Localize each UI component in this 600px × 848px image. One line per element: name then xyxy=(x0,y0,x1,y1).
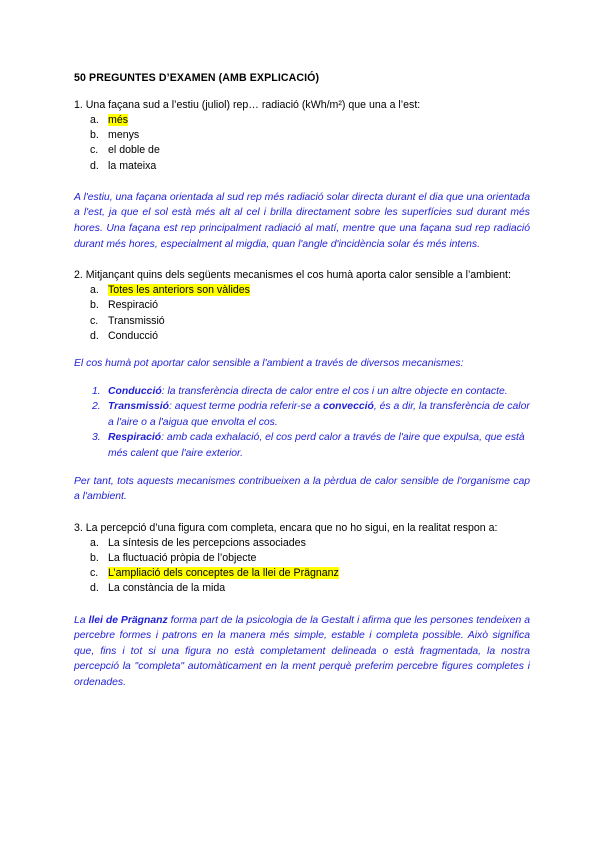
question-2-explanation-intro: El cos humà pot aportar calor sensible a l'ambient a través de diversos mecanismes: xyxy=(74,358,464,369)
list-item: b. menys xyxy=(90,129,140,142)
list-item: a. més xyxy=(90,114,129,126)
list-item: c. el doble de xyxy=(90,144,160,157)
question-1-explanation: A l'estiu, una façana orientada al sud rep més radiació solar directa durant el dia que una orientada a l'est, ja que el sol està més alt al cel i brilla directament sobre les superfícies sud durant més hores. Una façana est rep principalment radiació al matí, mentre que una façana sud rep radiació durant més hores, especialment al migdia, quan l'angle d'incidència solar és més intens. xyxy=(74,191,530,250)
list-item: c. L’ampliació dels conceptes de la llei de Prägnanz xyxy=(90,567,339,580)
correct-answer: Totes les anteriors son vàlides xyxy=(108,284,250,297)
list-item: d. la mateixa xyxy=(90,159,157,172)
question-2-explanation-conclusion: Per tant, tots aquests mecanismes contribueixen a la pèrdua de calor sensible de l'organisme cap a l'ambient. xyxy=(74,475,530,503)
list-item: d. La constància de la mida xyxy=(90,582,226,595)
question-3-options xyxy=(74,536,530,597)
correct-answer: més xyxy=(108,114,129,126)
list-item: b. La fluctuació pròpia de l’objecte xyxy=(90,551,257,564)
list-item: a. Totes les anteriors son vàlides xyxy=(90,284,250,297)
list-item: 1. Conducció: la transferència directa de calor entre el cos i un altre objecte en contacte. xyxy=(92,385,508,397)
list-item: b. Respiració xyxy=(90,299,159,312)
question-2-mechanism-list xyxy=(74,384,530,462)
list-item: d. Conducció xyxy=(90,329,159,342)
question-3: 3. La percepció d’una figura com completa, encara que no ho sigui, en la realitat respon a: xyxy=(74,521,498,534)
question-2-options xyxy=(74,283,530,344)
list-item: 2. Transmissió: aquest terme podria referir-se a convecció, és a dir, la transferència de calor a l'aire o a l'aigua que envolta el cos. xyxy=(92,401,530,428)
question-3-explanation: La llei de Prägnanz forma part de la psicologia de la Gestalt i afirma que les persones tendeixen a percebre formes i patrons en la manera més simple, estable i completa possible. Això significa que, fins i tot si una figura no està completament delineada o està fragmentada, la nostra percepció la "completa" automàticament en la ment perquè preferim percebre figures completes i ordenades. xyxy=(74,614,530,688)
question-1: 1. Una façana sud a l’estiu (juliol) rep… radiació (kWh/m²) que una a l’est: xyxy=(74,99,421,111)
question-1-options xyxy=(74,113,530,174)
document-title: 50 PREGUNTES D’EXAMEN (AMB EXPLICACIÓ) xyxy=(74,72,320,84)
list-item: c. Transmissió xyxy=(90,314,165,327)
list-item: 3. Respiració: amb cada exhalació, el cos perd calor a través de l'aire que expulsa, que està més calent que l'aire exterior. xyxy=(92,432,525,459)
correct-answer: L’ampliació dels conceptes de la llei de Prägnanz xyxy=(108,567,339,580)
document-page xyxy=(74,72,530,691)
list-item: a. La síntesis de les percepcions associades xyxy=(90,536,306,549)
question-2: 2. Mitjançant quins dels següents mecanismes el cos humà aporta calor sensible a l’ambient: xyxy=(74,269,511,282)
